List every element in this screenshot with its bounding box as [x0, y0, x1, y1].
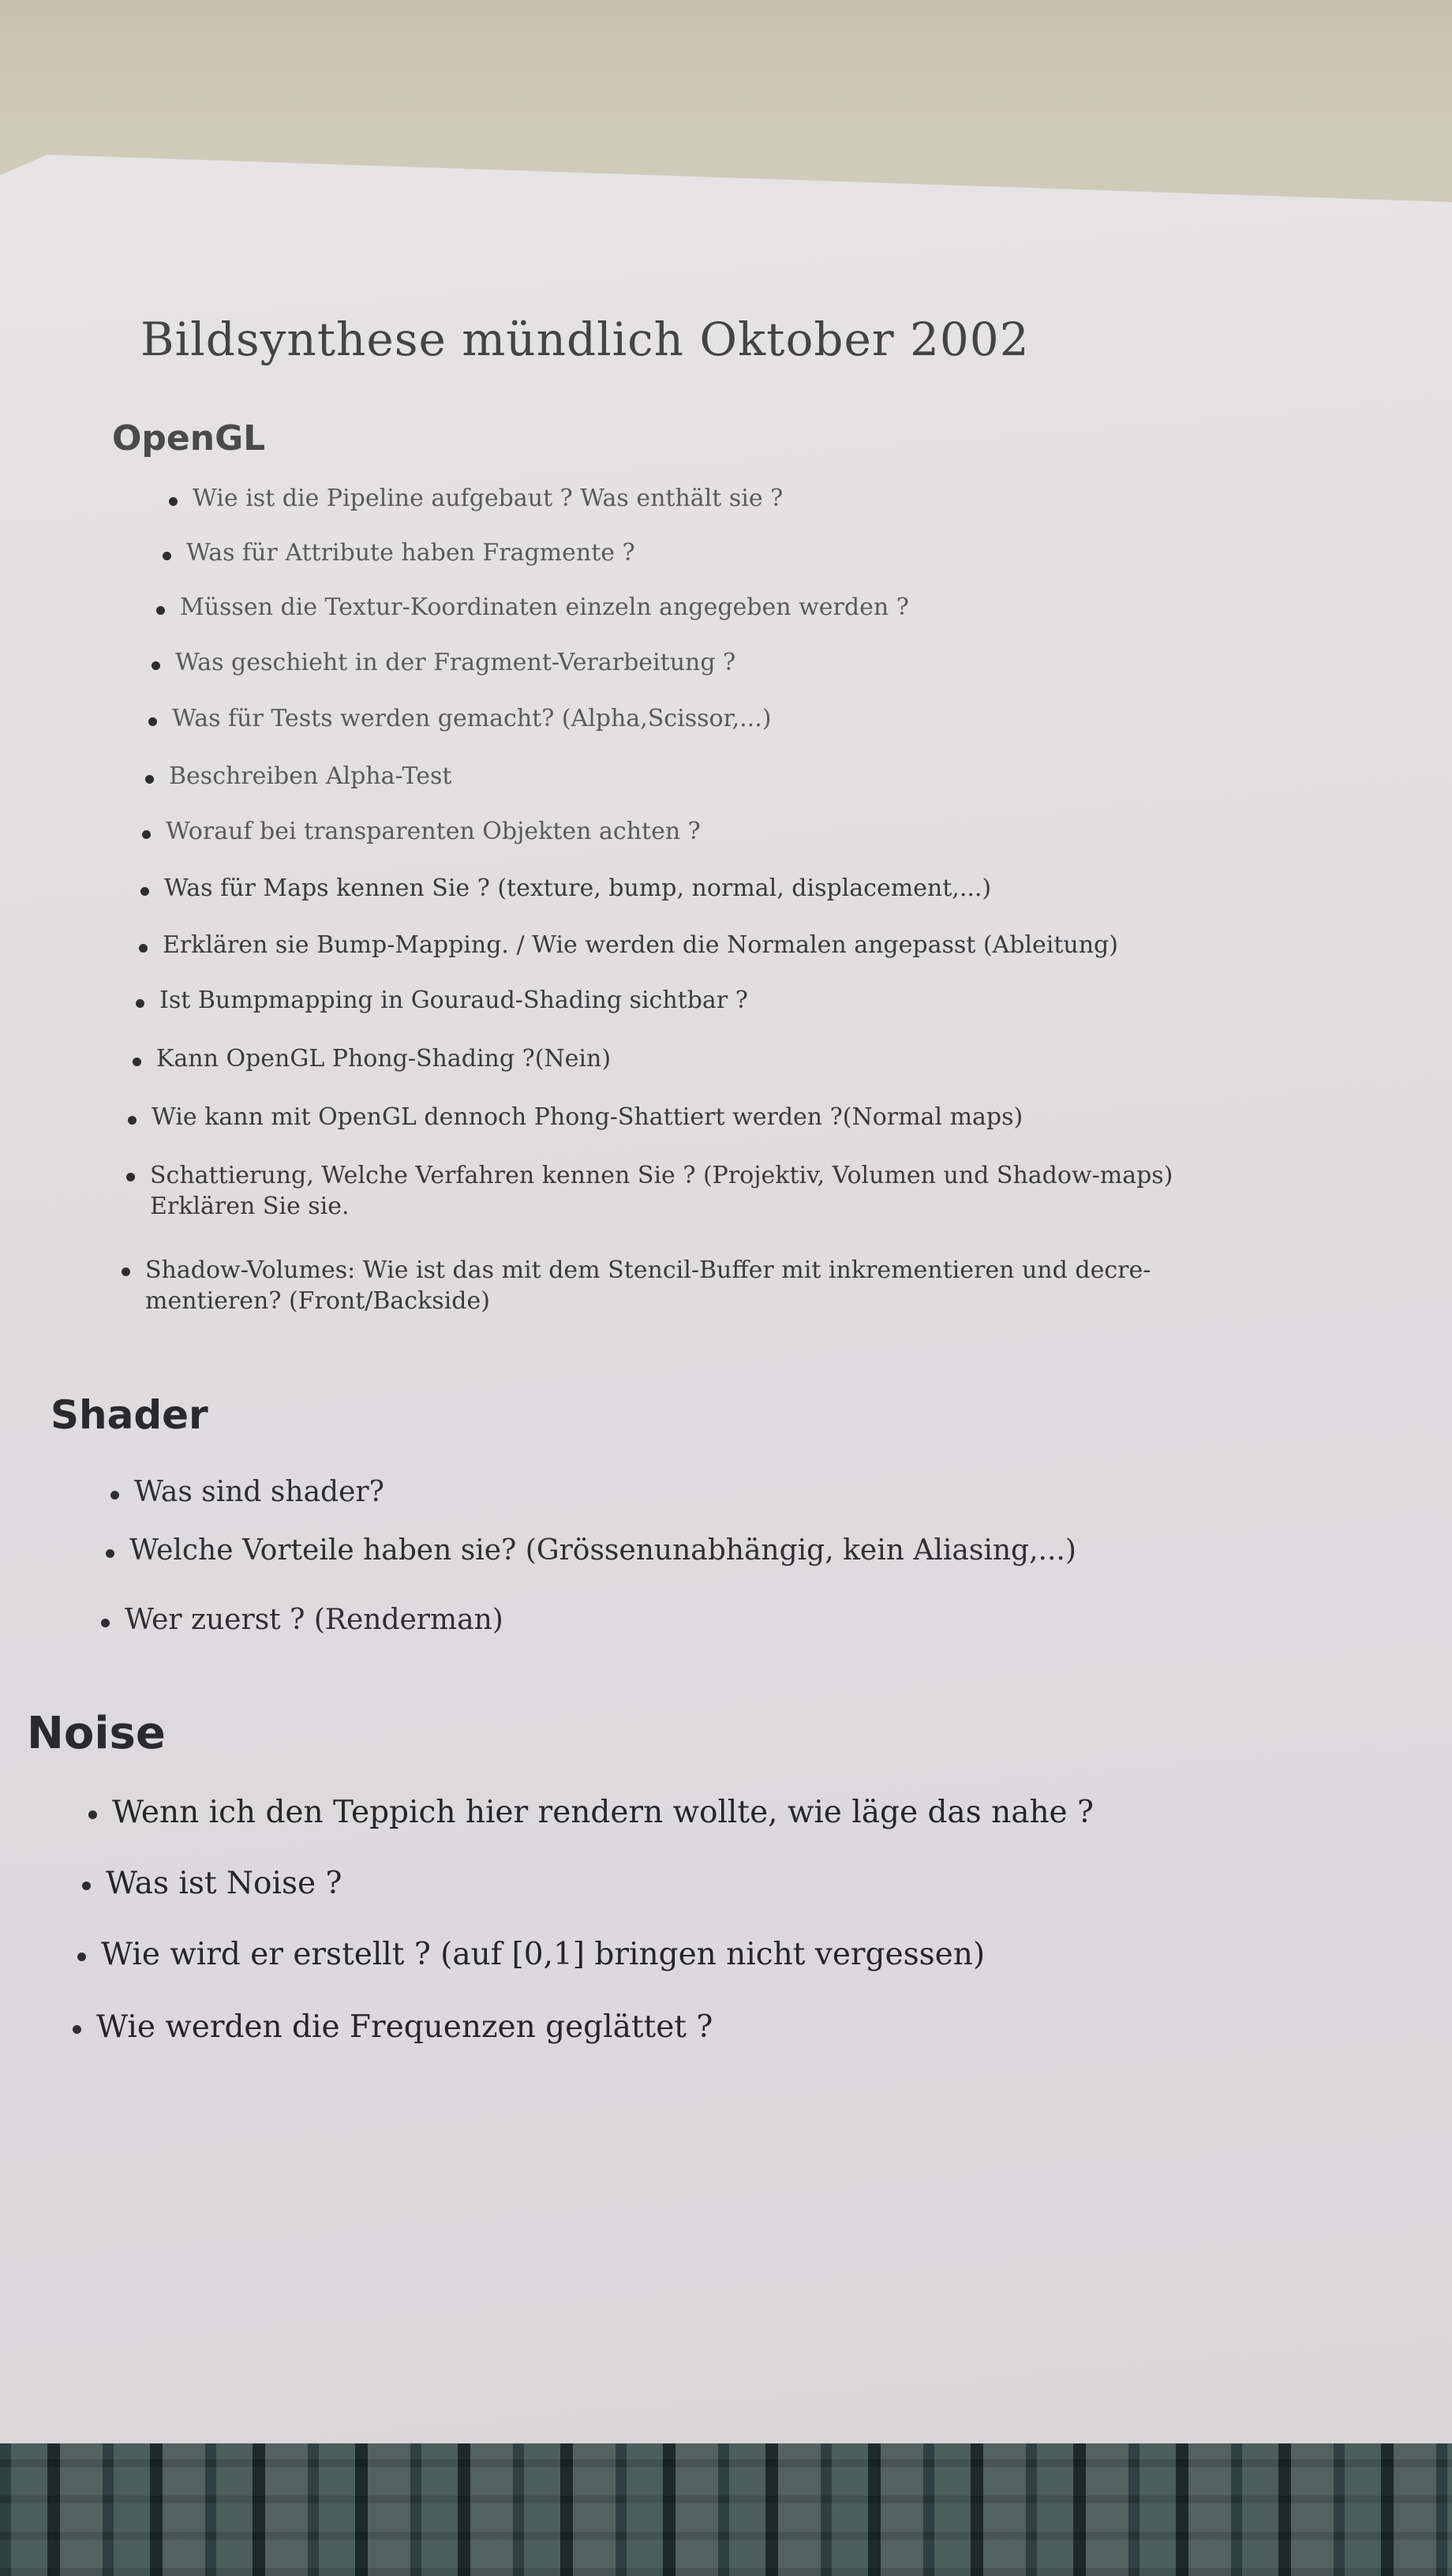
question-text: Was für Tests werden gemacht? (Alpha,Scissor,...) [172, 705, 772, 732]
question-text: Wenn ich den Teppich hier rendern wollte, wie läge das nahe ? [112, 1795, 1094, 1830]
tablecloth-background [0, 2431, 1452, 2576]
list-item [186, 539, 635, 567]
question-text: Worauf bei transparenten Objekten achten ? [166, 818, 701, 845]
list-item [106, 1866, 342, 1901]
list-item [159, 987, 748, 1014]
document-title: Bildsynthese mündlich Oktober 2002 [140, 313, 1030, 366]
question-text: Erklären sie Bump-Mapping. / Wie werden die Normalen angepasst (Ableitung) [163, 931, 1118, 959]
list-item [156, 1045, 611, 1073]
bullet-icon [106, 1549, 114, 1558]
section-heading-shader: Shader [51, 1392, 208, 1438]
list-item [166, 818, 701, 845]
list-item [129, 1534, 1076, 1567]
bullet-icon [156, 606, 165, 615]
bullet-icon [152, 661, 160, 670]
bullet-icon [110, 1491, 119, 1500]
list-item [172, 705, 771, 732]
list-item [150, 1160, 1173, 1222]
question-text: Beschreiben Alpha-Test [169, 762, 452, 790]
question-text: Wie ist die Pipeline aufgebaut ? Was enthält sie ? [193, 485, 784, 512]
bullet-icon [148, 717, 157, 726]
section-heading-noise: Noise [27, 1708, 166, 1759]
question-text-continuation: Erklären Sie sie. [150, 1193, 350, 1220]
bullet-icon [169, 497, 178, 506]
list-item [125, 1604, 503, 1636]
question-text: Was sind shader? [134, 1476, 384, 1508]
question-text: Müssen die Textur-Koordinaten einzeln angegeben werden ? [180, 593, 909, 621]
list-item [164, 874, 991, 902]
question-text: Kann OpenGL Phong-Shading ?(Nein) [156, 1045, 612, 1073]
question-text: Ist Bumpmapping in Gouraud-Shading sichtbar ? [159, 987, 748, 1014]
bullet-icon [126, 1173, 135, 1181]
list-item [175, 649, 735, 676]
bullet-icon [145, 775, 154, 784]
question-text: Schattierung, Welche Verfahren kennen Sie ? (Projektiv, Volumen und Shadow-maps) [150, 1162, 1173, 1189]
list-item [169, 762, 451, 790]
list-item [163, 931, 1118, 959]
list-item [145, 1255, 1151, 1316]
bullet-icon [142, 830, 151, 839]
question-text: Was für Attribute haben Fragmente ? [186, 539, 635, 567]
section-heading-opengl: OpenGL [112, 418, 266, 459]
question-text: Was ist Noise ? [106, 1866, 342, 1901]
list-item [96, 2009, 713, 2045]
bullet-icon [122, 1267, 130, 1276]
bullet-icon [139, 944, 148, 953]
question-text: Wer zuerst ? (Renderman) [125, 1604, 503, 1636]
list-item [193, 485, 783, 512]
bullet-icon [133, 1058, 141, 1066]
question-text: Wie werden die Frequenzen geglättet ? [96, 2009, 713, 2045]
bullet-icon [136, 999, 144, 1008]
question-text: Shadow-Volumes: Wie ist das mit dem Stencil-Buffer mit inkrementieren und decre- [145, 1256, 1151, 1284]
bullet-icon [128, 1116, 137, 1125]
list-item [101, 1937, 985, 1972]
question-text: Wie kann mit OpenGL dennoch Phong-Shattiert werden ?(Normal maps) [152, 1103, 1024, 1131]
question-text: Was für Maps kennen Sie ? (texture, bump, normal, displacement,...) [164, 874, 992, 902]
question-text: Was geschieht in der Fragment-Verarbeitung ? [175, 649, 736, 676]
list-item [134, 1476, 384, 1508]
bullet-icon [163, 552, 171, 560]
list-item [152, 1103, 1023, 1131]
question-text: Welche Vorteile haben sie? (Grössenunabhängig, kein Aliasing,...) [129, 1534, 1076, 1567]
question-text: Wie wird er erstellt ? (auf [0,1] bringen nicht vergessen) [101, 1937, 986, 1972]
list-item [112, 1795, 1094, 1830]
list-item [180, 593, 909, 621]
bullet-icon [140, 887, 149, 896]
bullet-icon [101, 1619, 110, 1627]
question-text-continuation: mentieren? (Front/Backside) [145, 1287, 490, 1315]
